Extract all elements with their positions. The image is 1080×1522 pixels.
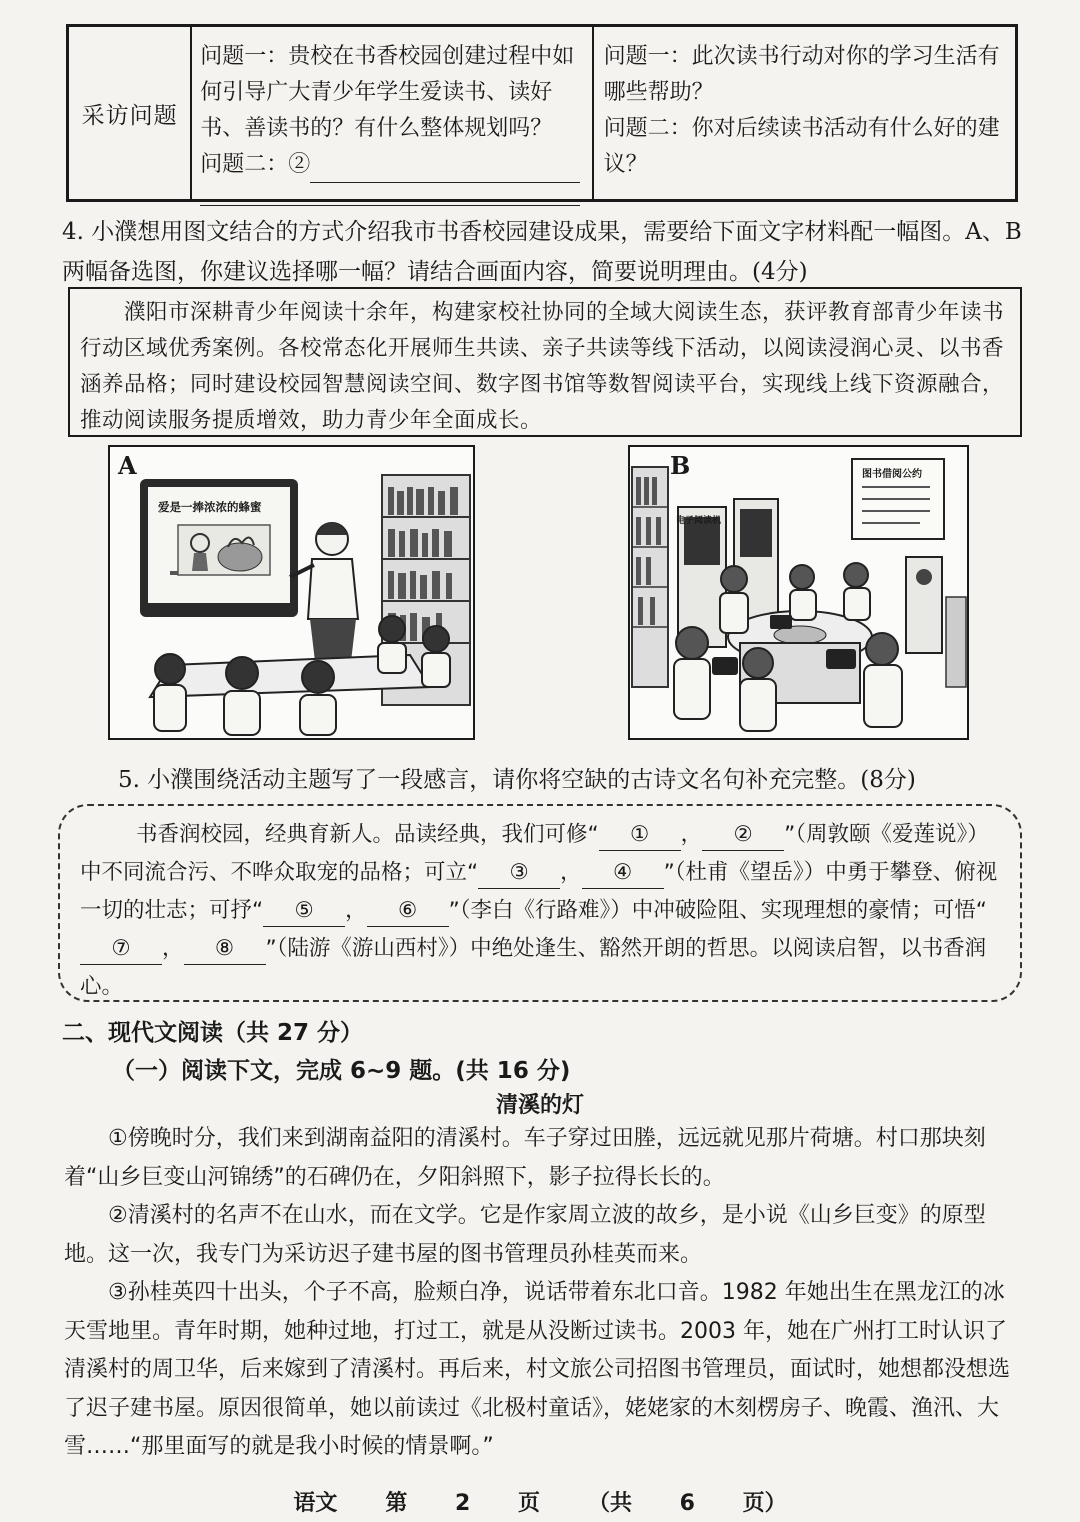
digital-library-illustration — [630, 447, 967, 738]
question-4-stem: 4. 小濮想用图文结合的方式介绍我市书香校园建设成果，需要给下面文字材料配一幅图。A、B 两幅备选图，你建议选择哪一幅？请结合画面内容，简要说明理由。(4分) — [62, 219, 1022, 285]
material-box — [68, 287, 1022, 437]
article-title: 清溪的灯 — [495, 1093, 584, 1118]
picture-b[interactable] — [628, 445, 969, 740]
article-body — [64, 1120, 1022, 1467]
picture-b-letter: B — [670, 451, 691, 480]
answer-blank-2[interactable] — [310, 156, 580, 183]
blank-3[interactable]: ③ — [478, 858, 560, 889]
screen-title: 爱是一捧浓浓的蜂蜜 — [158, 500, 262, 514]
student-question-1: 问题一：此次读书行动对你的学习生活有哪些帮助？ — [603, 44, 1000, 105]
blank-5[interactable]: ⑤ — [263, 896, 345, 927]
picture-a-letter: A — [118, 451, 137, 480]
student-question-2: 问题二：你对后续读书活动有什么好的建议？ — [603, 116, 1000, 177]
picture-a[interactable] — [108, 445, 475, 740]
blank-8[interactable]: ⑧ — [184, 934, 266, 965]
question-5-stem: 5. 小濮围绕活动主题写了一段感言，请你将空缺的古诗文名句补充完整。(8分) — [118, 767, 916, 793]
paragraph-3: ③孙桂英四十出头，个子不高，脸颊白净，说话带着东北口音。1982 年她出生在黑龙江的冰天雪地里。青年时期，她种过地，打过工，就是从没断过读书。2003 年，她在广州打工时认识了清溪村的周卫华，后来嫁到了清溪村。再后来，村文旅公司招图书管理员，面试时，她想都没想选了迟子建书屋。原因很简单，她以前读过《北极村童话》，姥姥家的木刻楞房子、晚霞、渔汛、大雪……“那里面写的就是我小时候的情景啊。” — [64, 1280, 1011, 1459]
blank-1[interactable]: ① — [599, 820, 681, 851]
board-title: 图书借阅公约 — [862, 469, 922, 480]
material-text: 濮阳市深耕青少年阅读十余年，构建家校社协同的全域大阅读生态，获评教育部青少年读书行动区域优秀案例。各校常态化开展师生共读、亲子共读等线下活动，以阅读浸润心灵、以书香涵养品格；同时建设校园智慧阅读空间、数字图书馆等数智阅读平台，实现线上线下资源融合，推动阅读服务提质增效，助力青少年全面成长。 — [80, 300, 1005, 433]
classroom-illustration — [110, 447, 473, 738]
blank-4[interactable]: ④ — [582, 858, 664, 889]
subsection-heading: （一）阅读下文，完成 6~9 题。(共 16 分) — [112, 1058, 571, 1084]
blank-7[interactable]: ⑦ — [80, 934, 162, 965]
school-questions — [192, 27, 593, 199]
interview-label: 采访问题 — [69, 27, 192, 199]
kiosk-label: 电子阅读机 — [676, 516, 722, 526]
school-question-1: 问题一：贵校在书香校园创建过程中如何引导广大青少年学生爱读书、读好书、善读书的？有什么整体规划吗？ — [200, 44, 575, 141]
footer-page: 第 2 页 — [385, 1491, 540, 1516]
student-questions — [594, 27, 1015, 199]
school-question-2: 问题二：② — [200, 147, 583, 183]
reflection-box: 书香润校园，经典育新人。品读经典，我们可修“ ① ， ② ”（周敦颐《爱莲说》）中不同流合污、不哗众取宠的品格；可立“ ③ ， ④ ”（杜甫《望岳》）中勇于攀登、俯视一切的壮志；可抒“ ⑤ ， ⑥ ”（李白《行路难》）中冲破险阻、实现理想的豪情；可悟“⑦ ， ⑧ ”（陆游《游山西村》）中绝处逢生、豁然开朗的哲思。以阅读启智，以书香润心。 — [58, 804, 1022, 1002]
footer-subject: 语文 — [293, 1491, 338, 1516]
footer-total: （共 6 页） — [588, 1491, 787, 1516]
blank-6[interactable]: ⑥ — [367, 896, 449, 927]
interview-table — [66, 24, 1018, 202]
blank-2[interactable]: ② — [702, 820, 784, 851]
paragraph-2: ②清溪村的名声不在山水，而在文学。它是作家周立波的故乡，是小说《山乡巨变》的原型地。这一次，我专门为采访迟子建书屋的图书管理员孙桂英而来。 — [64, 1203, 986, 1267]
paragraph-1: ①傍晚时分，我们来到湖南益阳的清溪村。车子穿过田塍，远远就见那片荷塘。村口那块刻着“山乡巨变山河锦绣”的石碑仍在，夕阳斜照下，影子拉得长长的。 — [64, 1126, 986, 1190]
section-heading: 二、现代文阅读（共 27 分） — [62, 1020, 364, 1046]
page-footer — [0, 1486, 1080, 1517]
answer-blank-2-continued[interactable] — [200, 183, 580, 206]
